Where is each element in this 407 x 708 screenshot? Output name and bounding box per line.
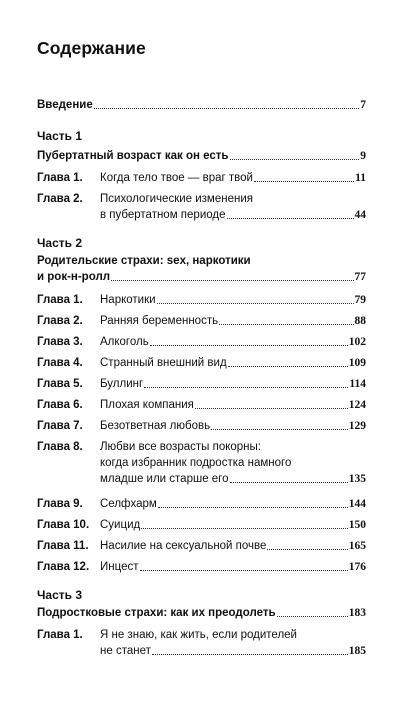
toc-page: Содержание Введение 7 Часть 1 Пубертатный возраст как он есть 9 Глава 1. Когда тело твое — враг твой 11 Глава 2. Психологические изменения в пубертатном периоде 44 Часть 2 Родительские страхи: sex, наркотики и рок-н-ролл 77 Глава 1. Наркотики 79 Глава 2. Ранняя беременность 88 Глава 3. Алкоголь 102 Глава 4. Странный внешний вид 109 Глава 5. Буллинг 114 Глава 6. Плохая компания 124 Глава 7. Безответная любовь 129 Глава 8. Любви все возрасты покорны: когда избранник подростка намного младше или старше его 135 Глава 9. Селфхарм 144 Глава 10. Суицид 150 Глава 11. Насилие на сексуальной почве 165 Глава 12. Инцест 176 Часть 3 Подростковые страхи: как их преодолеть 183 Глава 1. Я не знаю, как жить, если родителей не станет 185 <box>37 38 366 657</box>
part-1-title[interactable]: Пубертатный возраст как он есть 9 <box>37 150 366 162</box>
leader-dots <box>227 217 354 219</box>
leader-dots <box>111 279 353 281</box>
leader-dots <box>157 302 354 304</box>
leader-dots <box>211 428 348 430</box>
leader-dots <box>230 481 348 483</box>
leader-dots <box>228 365 348 367</box>
leader-dots <box>94 107 360 109</box>
leader-dots <box>195 407 348 409</box>
leader-dots <box>152 653 348 655</box>
leader-dots <box>150 344 348 346</box>
leader-dots <box>141 527 348 529</box>
intro-page: 7 <box>360 99 366 111</box>
leader-dots <box>254 180 354 182</box>
leader-dots <box>144 386 348 388</box>
leader-dots <box>267 548 347 550</box>
part-3-label: Часть 3 <box>37 588 83 602</box>
part-2-page: 77 <box>354 271 366 283</box>
part-1-page: 9 <box>360 150 366 162</box>
leader-dots <box>219 323 353 325</box>
part-2-label: Часть 2 <box>37 236 83 250</box>
part-1-label: Часть 1 <box>37 129 83 143</box>
part-2-title[interactable]: Родительские страхи: sex, наркотики и рок-н-ролл 77 <box>37 255 366 283</box>
leader-dots <box>158 506 348 508</box>
toc-title: Содержание <box>37 38 146 58</box>
leader-dots <box>277 615 348 617</box>
part-3-title[interactable]: Подростковые страхи: как их преодолеть 183 <box>37 607 366 619</box>
intro-text: Введение <box>37 99 93 111</box>
leader-dots <box>140 569 348 571</box>
part-3-page: 183 <box>348 607 366 619</box>
leader-dots <box>230 158 360 160</box>
toc-intro[interactable] <box>37 98 366 112</box>
